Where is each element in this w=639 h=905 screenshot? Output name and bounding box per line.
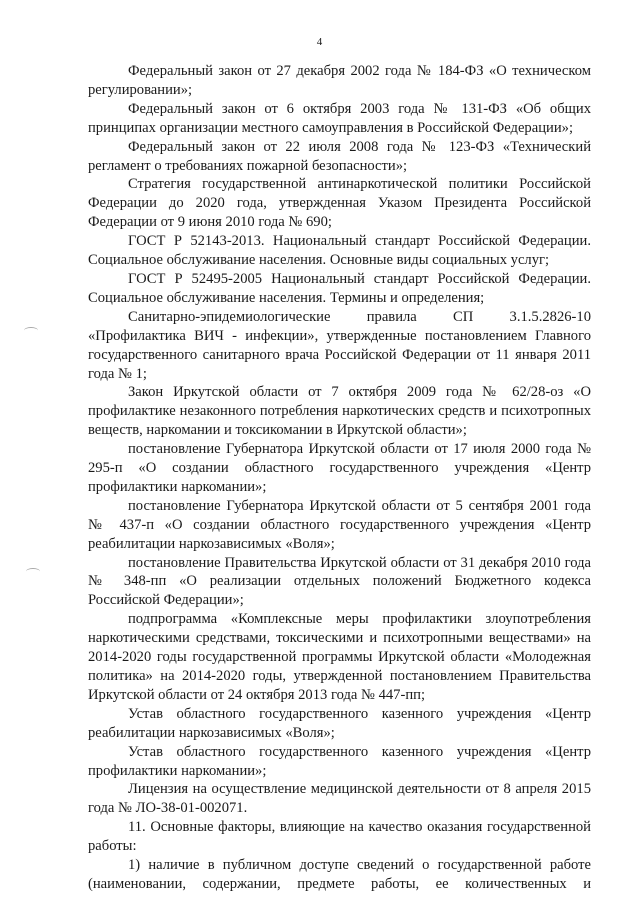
- paragraph: постановление Губернатора Иркутской области от 5 сентября 2001 года № 437-п «О создании областного государственного учреждения «Центр реабилитации наркозависимых «Воля»;: [88, 497, 591, 552]
- page-number: 4: [316, 36, 323, 48]
- paragraph: Стратегия государственной антинаркотической политики Российской Федерации до 2020 года, утвержденная Указом Президента Российской Федерации от 9 июня 2010 года № 690;: [88, 176, 591, 231]
- paragraph: постановление Губернатора Иркутской области от 17 июля 2000 года № 295-п «О создании областного государственного учреждения «Центр профилактики наркомании»;: [88, 441, 591, 495]
- paragraph: Лицензия на осуществление медицинской деятельности от 8 апреля 2015 года № ЛО-38-01-002071.: [88, 781, 591, 817]
- paragraph: Федеральный закон от 22 июля 2008 года № 123-ФЗ «Технический регламент о требованиях пожарной безопасности»;: [88, 138, 591, 174]
- document-body: [88, 62, 591, 894]
- paragraph: Устав областного государственного казенного учреждения «Центр реабилитации наркозависимых «Воля»;: [88, 705, 591, 741]
- paragraph: Устав областного государственного казенного учреждения «Центр профилактики наркомании»;: [88, 743, 591, 779]
- paragraph: Федеральный закон от 6 октября 2003 года № 131-ФЗ «Об общих принципах организации местного самоуправления в Российской Федерации»;: [88, 100, 591, 136]
- paragraph: 1) наличие в публичном доступе сведений о государственной работе (наименовании, содержании, предмете работы, ее количественных и: [88, 857, 591, 892]
- paragraph: Федеральный закон от 27 декабря 2002 года № 184-ФЗ «О техническом регулировании»;: [88, 63, 591, 98]
- paragraph: 11. Основные факторы, влияющие на качество оказания государственной работы:: [88, 819, 591, 855]
- scan-mark: [24, 327, 38, 334]
- paragraph: подпрограмма «Комплексные меры профилактики злоупотребления наркотическими средствами, токсическими и психотропными веществами» на 2014-2020 годы государственной программы Иркутской области «Молодежная политика» на 2014-2020 годы, утвержденной постановлением Правительства Иркутской области от 24 октября 2013 года № 447-пп;: [88, 611, 591, 703]
- paragraph: Закон Иркутской области от 7 октября 2009 года № 62/28-оз «О профилактике незаконного потребления наркотических средств и психотропных веществ, наркомании и токсикомании в Иркутской области»;: [88, 384, 591, 439]
- scan-mark: [26, 568, 40, 575]
- paragraph: Санитарно-эпидемиологические правила СП 3.1.5.2826-10 «Профилактика ВИЧ - инфекции», утвержденные постановлением Главного государственного санитарного врача Российской Федерации от 11 января 2011 года № 1;: [88, 308, 591, 382]
- paragraph: ГОСТ Р 52495-2005 Национальный стандарт Российской Федерации. Социальное обслуживание населения. Термины и определения;: [88, 270, 591, 306]
- paragraph: постановление Правительства Иркутской области от 31 декабря 2010 года № 348-пп «О реализации отдельных положений Бюджетного кодекса Российской Федерации»;: [88, 554, 591, 609]
- paragraph: ГОСТ Р 52143-2013. Национальный стандарт Российской Федерации. Социальное обслуживание населения. Основные виды социальных услуг;: [88, 233, 591, 269]
